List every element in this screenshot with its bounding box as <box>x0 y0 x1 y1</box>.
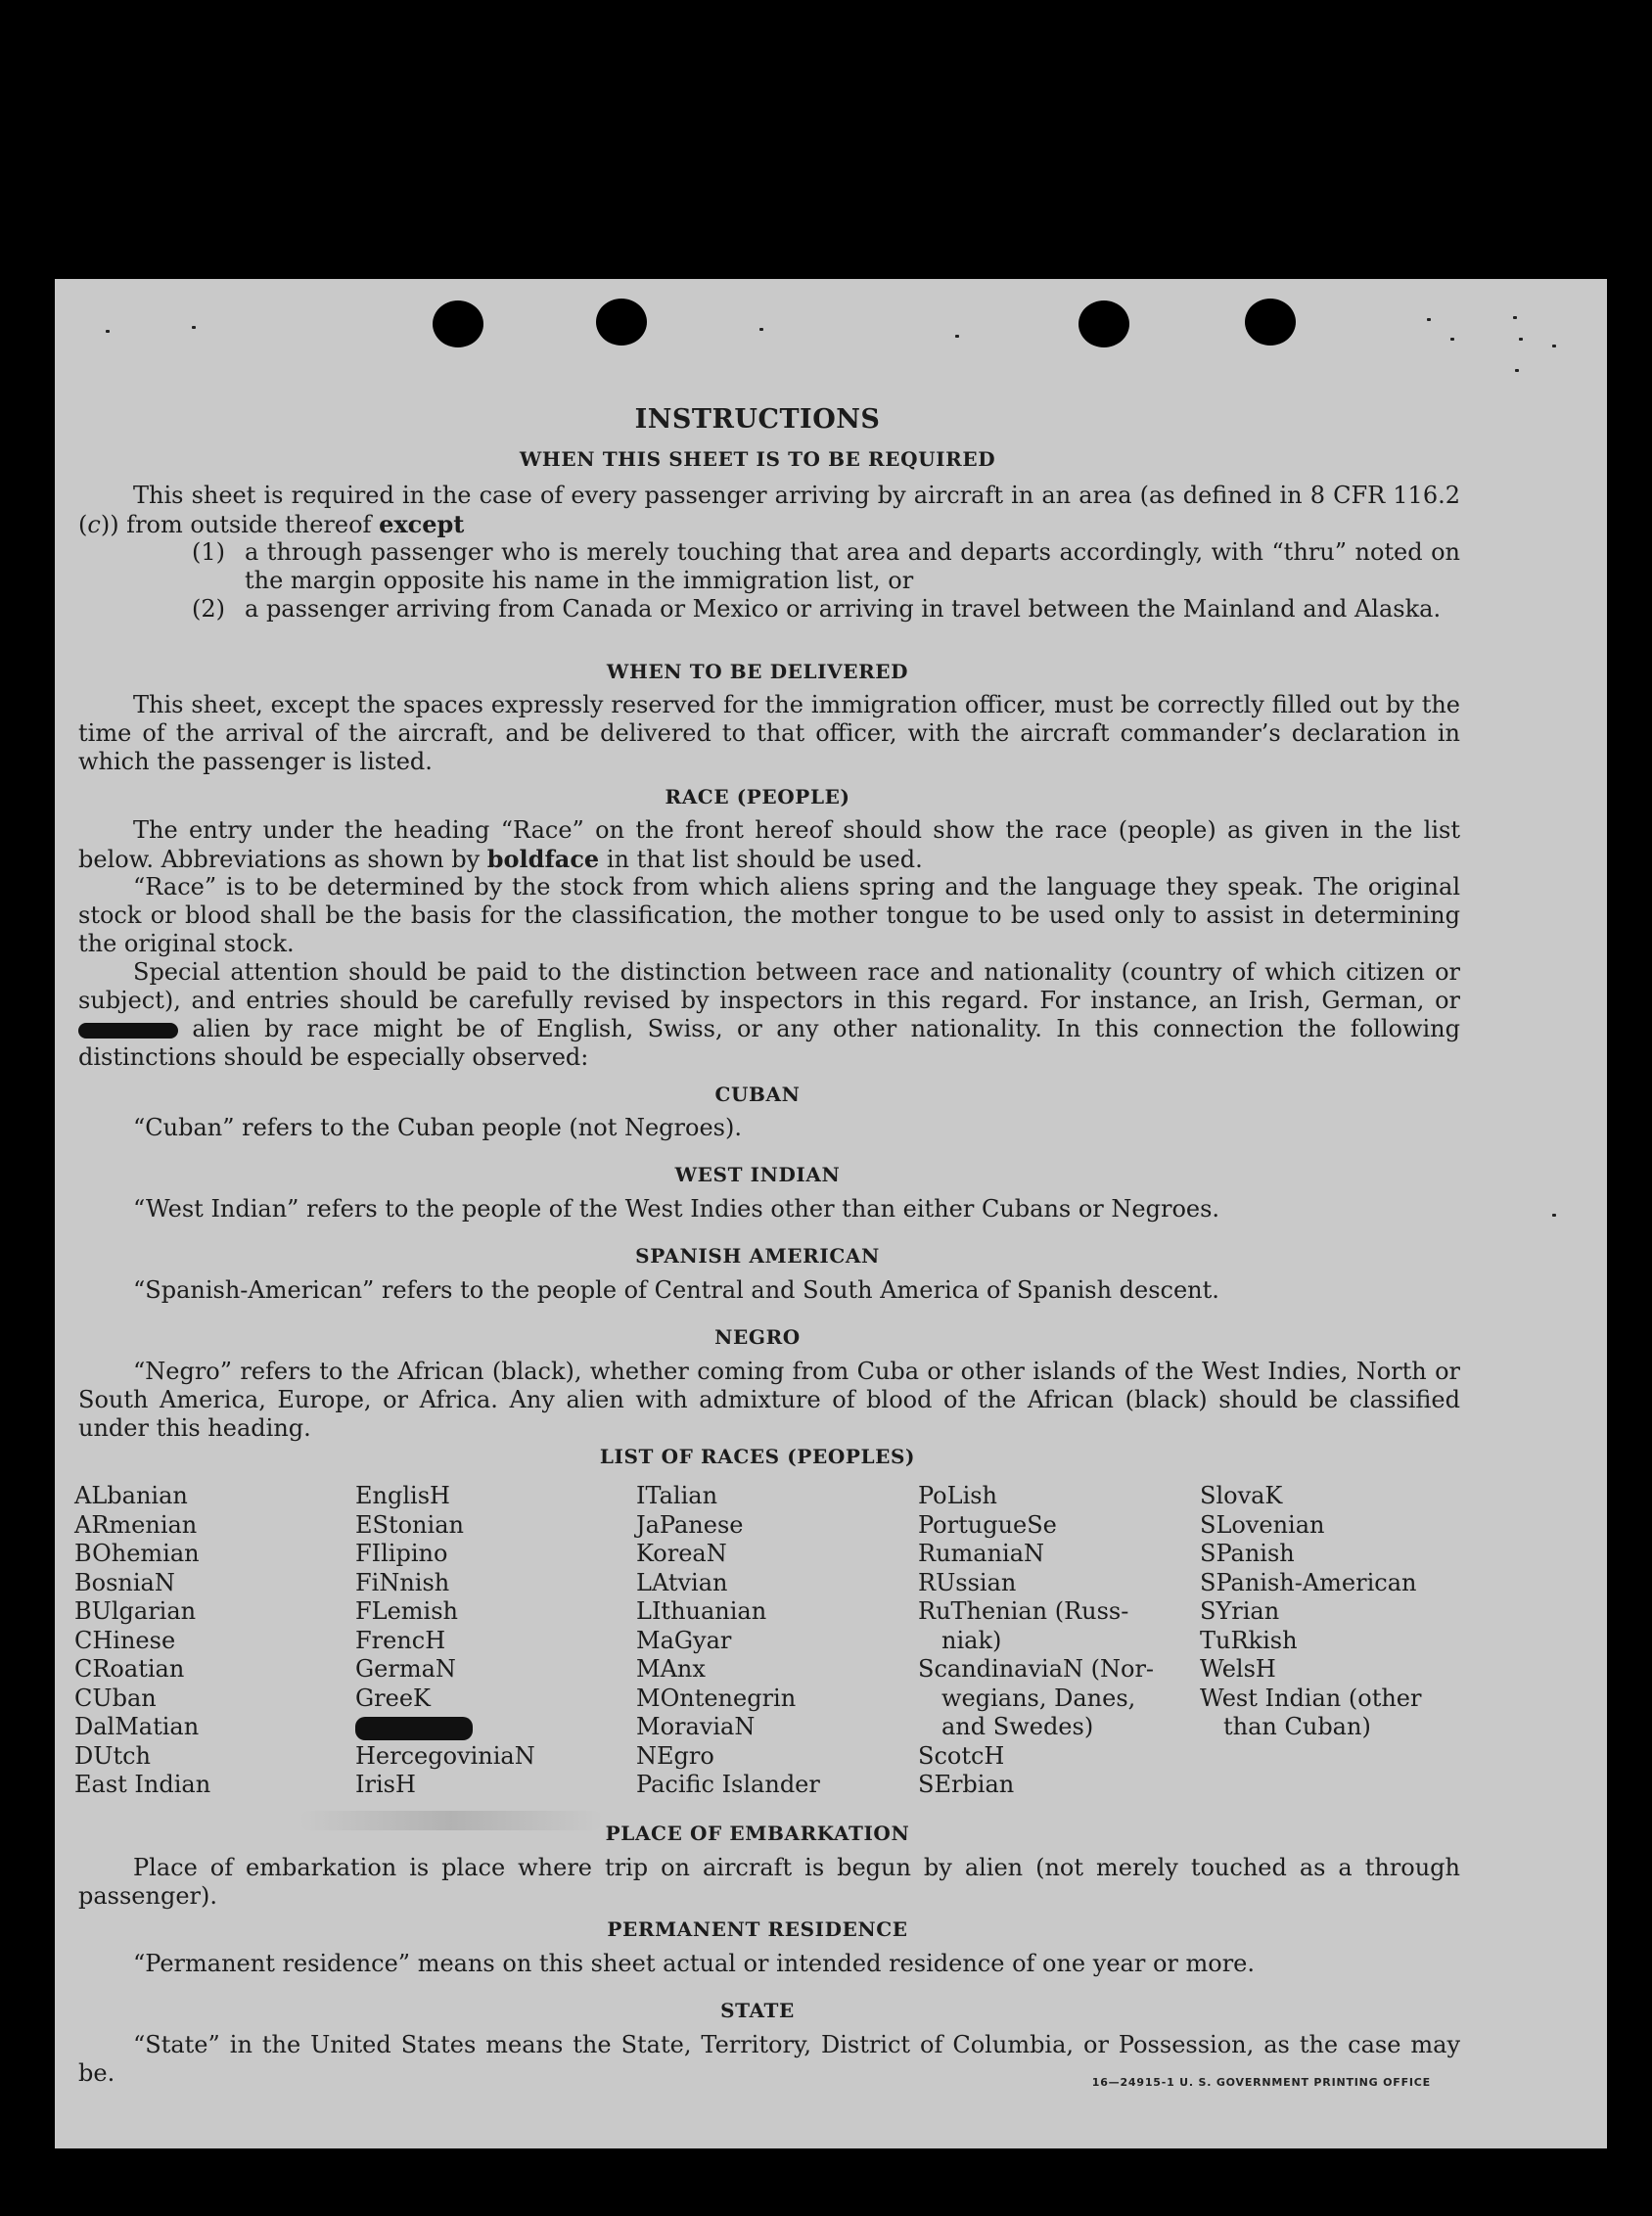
paragraph-text: “Cuban” refers to the Cuban people (not Negroes). <box>133 1114 742 1141</box>
section-heading-negro: NEGRO <box>714 1325 801 1349</box>
section-heading-embarkation: PLACE OF EMBARKATION <box>605 1822 910 1845</box>
speck <box>1552 345 1556 347</box>
speck <box>955 335 959 338</box>
text-fragment: Special attention should be paid to the distinction between race and nationality (country of which citizen or subject), and entries should be carefully revised by inspectors in this regard. For instance, an Irish, German, or <box>78 958 1460 1014</box>
race-item: CHinese <box>74 1626 176 1654</box>
paragraph-text: “Negro” refers to the African (black), whether coming from Cuba or other islands of the West Indies, North or South America, Europe, or Africa. Any alien with admixture of blood of the African (black) should be classified under this heading. <box>78 1358 1460 1442</box>
race-item: TuRkish <box>1200 1626 1298 1654</box>
race-item: SErbian <box>918 1771 1015 1798</box>
race-item: JaPanese <box>636 1510 744 1539</box>
paragraph-when-delivered <box>78 691 1460 776</box>
race-item: ALbanian <box>74 1482 188 1509</box>
race-item: DalMatian <box>74 1713 200 1740</box>
paragraph-when-required <box>78 482 1460 539</box>
races-column-5 <box>1200 1482 1474 1742</box>
race-item: PoLish <box>918 1482 998 1509</box>
race-item: BOhemian <box>74 1540 200 1567</box>
race-item: GermaN <box>355 1655 456 1683</box>
race-item: CUban <box>74 1684 157 1712</box>
paragraph-race-1 <box>78 816 1460 874</box>
list-item-text: a through passenger who is merely touching that area and departs accordingly, with “thru” noted on the margin opposite his name in the immigration list, or <box>245 538 1460 594</box>
text-fragment: This sheet is required in the case of every passenger arriving by aircraft in an area (as defined in 8 CFR 116.2 ( <box>78 482 1460 538</box>
race-item: LIthuanian <box>636 1597 767 1625</box>
section-heading-race: RACE (PEOPLE) <box>665 785 850 808</box>
race-item: CRoatian <box>74 1655 185 1683</box>
paragraph-text: “West Indian” refers to the people of the West Indies other than either Cubans or Negroes. <box>133 1195 1220 1223</box>
paragraph-text: This sheet, except the spaces expressly reserved for the immigration officer, must be correctly filled out by the time of the arrival of the aircraft, and be delivered to that officer, with the aircraft commander’s declaration in which the passenger is listed. <box>78 691 1460 775</box>
race-item: SYrian <box>1200 1597 1280 1625</box>
race-item: BosniaN <box>74 1568 175 1596</box>
paragraph-race-2 <box>78 873 1460 958</box>
paragraph-negro <box>78 1358 1460 1443</box>
text-fragment: alien by race might be of English, Swiss, or any other nationality. In this connection the following distinctions should be especially observed: <box>78 1015 1460 1071</box>
speck <box>106 330 110 333</box>
paragraph-text: “Spanish-American” refers to the people of Central and South America of Spanish descent. <box>133 1276 1219 1304</box>
race-item: RuThenian (Russ- <box>918 1597 1129 1625</box>
race-item: SLovenian <box>1200 1510 1325 1539</box>
race-item: ScandinaviaN (Nor- <box>918 1655 1155 1683</box>
speck <box>192 326 196 329</box>
text-fragment-bold: except <box>379 510 465 538</box>
race-item: ITalian <box>636 1482 718 1509</box>
races-column-3 <box>636 1482 910 1800</box>
section-heading-state: STATE <box>720 1999 795 2022</box>
race-item: SPanish-American <box>1200 1568 1417 1596</box>
race-item: SPanish <box>1200 1540 1295 1567</box>
race-item: MoraviaN <box>636 1713 756 1740</box>
paragraph-residence <box>78 1950 1460 1978</box>
redaction-mark <box>78 1023 178 1039</box>
race-item: EnglisH <box>355 1482 450 1509</box>
text-fragment-italic: c <box>87 511 101 538</box>
race-item: WelsH <box>1200 1655 1276 1683</box>
text-fragment-bold: boldface <box>486 845 600 873</box>
race-item: NEgro <box>636 1741 714 1770</box>
race-item: West Indian (other <box>1200 1684 1422 1712</box>
race-item: MOntenegrin <box>636 1684 797 1712</box>
races-column-4 <box>918 1482 1192 1800</box>
paragraph-text: “Race” is to be determined by the stock from which aliens spring and the language they speak. The original stock or blood shall be the basis for the classification, the mother tongue to be used only to assist in determining the original stock. <box>78 873 1460 957</box>
race-item: LAtvian <box>636 1568 728 1596</box>
document-sheet <box>55 279 1607 2148</box>
race-item: DUtch <box>74 1741 152 1770</box>
race-item: BUlgarian <box>74 1597 197 1625</box>
text-fragment: in that list should be used. <box>599 846 923 873</box>
race-item: Pacific Islander <box>636 1771 820 1798</box>
page-title: INSTRUCTIONS <box>634 404 881 435</box>
speck <box>759 328 763 331</box>
race-item: PortugueSe <box>918 1510 1057 1539</box>
list-item-1 <box>192 538 1460 595</box>
list-item-2 <box>192 595 1460 623</box>
paragraph-text: “State” in the United States means the State, Territory, District of Columbia, or Possession, as the case may be. <box>78 2031 1460 2087</box>
race-item-redacted <box>355 1713 629 1742</box>
race-item: IrisH <box>355 1771 416 1798</box>
list-item-number: (1) <box>192 538 225 566</box>
paragraph-text: Place of embarkation is place where trip on aircraft is begun by alien (not merely touched as a through passenger). <box>78 1854 1460 1910</box>
speck <box>1552 1214 1556 1217</box>
race-item: MaGyar <box>636 1626 732 1654</box>
section-heading-spanish-american: SPANISH AMERICAN <box>635 1244 880 1268</box>
race-item: FrencH <box>355 1626 446 1654</box>
section-heading-cuban: CUBAN <box>714 1083 801 1106</box>
race-item: ScotcH <box>918 1741 1005 1770</box>
paragraph-spanish-american <box>78 1276 1460 1305</box>
list-item-text: a passenger arriving from Canada or Mexico or arriving in travel between the Mainland and Alaska. <box>245 595 1442 623</box>
paragraph-cuban <box>78 1114 1460 1142</box>
speck <box>1450 338 1454 341</box>
printer-imprint: 16—24915-1 U. S. GOVERNMENT PRINTING OFFICE <box>1091 2076 1431 2089</box>
race-item-continuation: niak) <box>941 1626 1002 1654</box>
speck <box>1427 318 1431 321</box>
speck <box>1513 316 1517 319</box>
paragraph-text: “Permanent residence” means on this sheet actual or intended residence of one year or more. <box>133 1950 1255 1977</box>
race-item: FiNnish <box>355 1568 450 1596</box>
race-item: EStonian <box>355 1510 464 1539</box>
race-item: KoreaN <box>636 1540 727 1567</box>
races-column-2 <box>355 1482 629 1800</box>
paragraph-race-3 <box>78 958 1460 1072</box>
section-heading-list-of-races: LIST OF RACES (PEOPLES) <box>599 1445 916 1468</box>
race-item: GreeK <box>355 1684 431 1712</box>
paragraph-embarkation <box>78 1854 1460 1911</box>
section-heading-when-required: WHEN THIS SHEET IS TO BE REQUIRED <box>519 447 996 471</box>
race-item: ARmenian <box>74 1510 198 1539</box>
race-item-continuation: and Swedes) <box>941 1713 1094 1740</box>
race-item: East Indian <box>74 1771 211 1798</box>
section-heading-west-indian: WEST INDIAN <box>674 1163 841 1186</box>
race-item: HercegoviniaN <box>355 1741 535 1770</box>
race-item: RumaniaN <box>918 1540 1045 1567</box>
speck <box>1519 338 1523 341</box>
text-fragment: )) from outside thereof <box>100 511 380 538</box>
punch-hole <box>596 299 647 346</box>
list-item-number: (2) <box>192 595 225 623</box>
redaction-mark <box>355 1717 473 1740</box>
speck <box>1515 369 1519 372</box>
punch-hole <box>433 300 483 347</box>
race-item: RUssian <box>918 1568 1017 1596</box>
races-column-1 <box>74 1482 348 1800</box>
section-heading-when-delivered: WHEN TO BE DELIVERED <box>606 660 909 683</box>
race-item-continuation: wegians, Danes, <box>941 1684 1136 1712</box>
race-item: MAnx <box>636 1655 706 1683</box>
race-item: SlovaK <box>1200 1482 1283 1509</box>
text-fragment: The entry under the heading “Race” on the front hereof should show the race (people) as given in the list below. Abbreviations as shown by <box>78 816 1460 873</box>
race-item: FIlipino <box>355 1540 448 1567</box>
punch-hole <box>1078 300 1129 347</box>
punch-hole <box>1245 299 1296 346</box>
section-heading-residence: PERMANENT RESIDENCE <box>607 1917 908 1941</box>
race-item: FLemish <box>355 1597 458 1625</box>
paragraph-west-indian <box>78 1195 1460 1223</box>
race-item-continuation: than Cuban) <box>1223 1713 1371 1740</box>
